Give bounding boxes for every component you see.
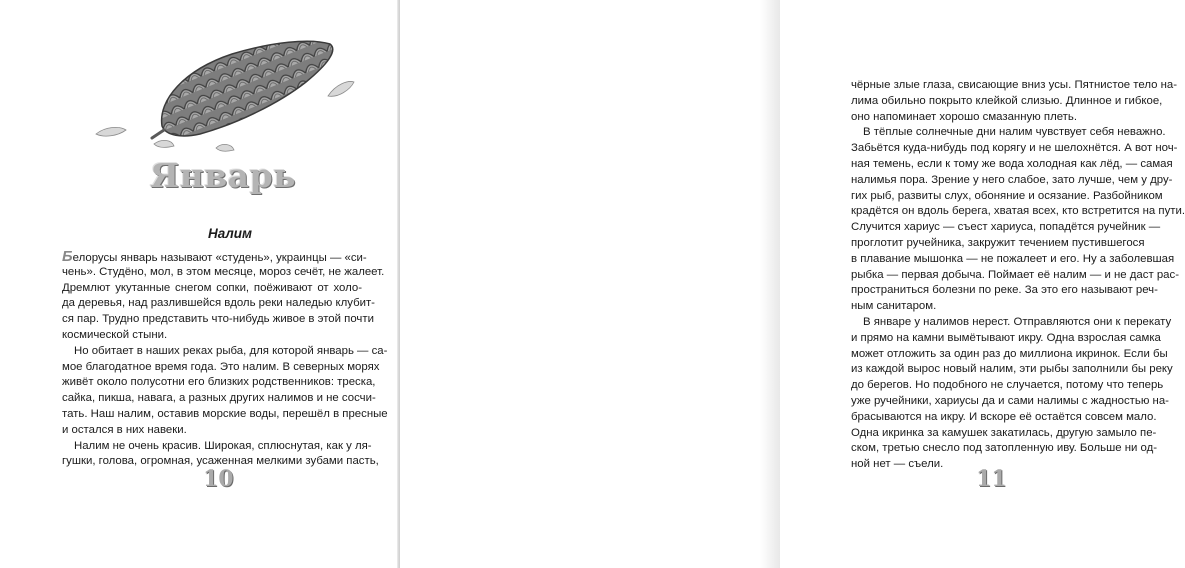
text-line-content: брасываются на икру. И вскоре её остаётся совсем мало. bbox=[851, 410, 1157, 423]
text-line-content: мое благодатное время года. Это налим. В северных морях bbox=[62, 360, 380, 373]
text-line-content: Забьётся куда-нибудь под корягу и не шелохнётся. А вот ноч- bbox=[851, 142, 1178, 155]
text-line-content: чёрные злые глаза, свисающие вниз усы. Пятнистое тело на- bbox=[851, 79, 1178, 91]
text-line bbox=[851, 362, 1173, 378]
text-line bbox=[851, 252, 1175, 268]
section-title: Налим bbox=[207, 226, 253, 241]
text-line-content: в плавание мышонка — не пожалеет и его. Ну а заболевшая bbox=[851, 252, 1175, 265]
text-line bbox=[851, 78, 1178, 94]
text-line bbox=[62, 407, 388, 423]
text-line bbox=[851, 315, 1172, 331]
page-number-right: 11 bbox=[976, 466, 1007, 492]
text-line-content: оно напоминает хорошо смазанную плеть. bbox=[851, 110, 1077, 123]
text-line bbox=[851, 157, 1173, 173]
text-line-content: ной нет — съели. bbox=[851, 458, 944, 471]
text-line-content: живёт около полусотни его близких родственников: треска, bbox=[62, 376, 376, 389]
text-line-content: до берегов. Но подобного не случается, потому что теперь bbox=[851, 379, 1164, 392]
text-line-content: проглотит ручейника, закружит течением пустившегося bbox=[851, 236, 1145, 249]
left-body-text bbox=[62, 248, 388, 470]
text-line-content: Одна икринка за камушек закатилась, другую замыло пе- bbox=[851, 426, 1157, 439]
text-line-content: елорусы январь называют «студень», украинцы — «си- bbox=[72, 252, 367, 264]
text-line bbox=[62, 391, 376, 407]
text-line-content: из каждой вырос новый налим, эти рыбы заполнили бы реку bbox=[851, 363, 1173, 376]
text-line-content: рыбка — первая добыча. Поймает её налим — и не даст рас- bbox=[851, 268, 1179, 281]
text-line bbox=[62, 375, 376, 391]
text-line bbox=[851, 141, 1178, 157]
text-line-content: В январе у налимов нерест. Отправляются они к перекату bbox=[863, 315, 1172, 328]
page-edge-shadow bbox=[760, 0, 780, 568]
text-line bbox=[62, 265, 385, 281]
text-line-content: Дремлют укутанные снегом сопки, поёживают от холо- bbox=[62, 281, 362, 294]
text-line bbox=[62, 328, 362, 344]
text-line bbox=[851, 410, 1157, 426]
text-line-content: В тёплые солнечные дни налим чувствует себя неважно. bbox=[863, 126, 1166, 139]
text-line-content: ся пар. Трудно представить что-нибудь живое в этой почти bbox=[62, 313, 374, 326]
text-line bbox=[851, 204, 1185, 220]
text-line bbox=[851, 110, 1133, 126]
text-line bbox=[851, 268, 1179, 284]
text-line-content: пространиться болезни по реке. За это его называют реч- bbox=[851, 284, 1158, 297]
text-line bbox=[851, 94, 1163, 110]
pine-cone-icon bbox=[152, 41, 333, 138]
left-page bbox=[0, 0, 398, 568]
text-line bbox=[62, 423, 362, 439]
text-line bbox=[62, 312, 374, 328]
text-line-content: сайка, пикша, навага, а разных других налимов и не сосчи- bbox=[62, 392, 376, 405]
text-line-content: гих рыб, развиты слух, обоняние и осязание. Разбойником bbox=[851, 189, 1163, 202]
text-line-content: ском, третью снесло под затопленную иву. Больше ни од- bbox=[851, 442, 1158, 455]
text-line-content: чень». Студёно, мол, в этом месяце, мороз сечёт, не жалеет. bbox=[62, 265, 385, 278]
text-line-content: Случится хариус — съест хариуса, попадётся ручейник — bbox=[851, 221, 1161, 234]
text-line-content: Налим не очень красив. Широкая, сплюснутая, как у ля- bbox=[74, 439, 372, 452]
text-line bbox=[62, 439, 372, 455]
text-line bbox=[851, 220, 1161, 236]
page-number-left: 10 bbox=[203, 466, 234, 492]
pine-cone-illustration bbox=[92, 30, 372, 170]
dropcap-letter: Б bbox=[62, 248, 73, 265]
text-line-content: налимья пора. Зрение у него слабое, зато лучше, чем у дру- bbox=[851, 173, 1173, 186]
text-line-content: и остался в них навеки. bbox=[62, 423, 187, 436]
text-line-content: крадётся он вдоль берега, хватая всех, кто встретится на пути. bbox=[851, 205, 1185, 218]
text-line bbox=[851, 299, 1133, 315]
text-line bbox=[851, 394, 1169, 410]
text-line-content: космической стыни. bbox=[62, 328, 168, 341]
text-line-content: тать. Наш налим, оставив морские воды, перешёл в пресные bbox=[62, 407, 388, 420]
text-line bbox=[62, 344, 388, 360]
text-line-content: лима обильно покрыто клейкой слизью. Длинное и гибкое, bbox=[851, 94, 1163, 107]
text-line bbox=[62, 281, 362, 297]
text-line bbox=[851, 236, 1145, 252]
text-line bbox=[851, 441, 1158, 457]
text-line-content: уже ручейники, хариусы да и сами налимы с жадностью на- bbox=[851, 394, 1169, 407]
text-line-content: может отложить за один раз до миллиона икринок. Если бы bbox=[851, 347, 1168, 360]
right-page bbox=[400, 0, 1185, 568]
text-line bbox=[851, 189, 1163, 205]
text-line bbox=[851, 283, 1158, 299]
text-line bbox=[62, 296, 375, 312]
text-line bbox=[62, 360, 380, 376]
text-line-content: и прямо на камни вымётывают икру. Одна взрослая самка bbox=[851, 331, 1161, 344]
text-line bbox=[851, 347, 1168, 363]
text-line-content: Но обитает в наших реках рыба, для которой январь — са- bbox=[74, 344, 388, 357]
text-line-content: ная темень, если к тому же вода холодная как лёд, — самая bbox=[851, 157, 1173, 170]
text-line-content: гушки, голова, огромная, усаженная мелкими зубами пасть, bbox=[62, 455, 379, 468]
chapter-title: Январь bbox=[150, 156, 297, 195]
text-line bbox=[851, 125, 1166, 141]
text-line-content: ным санитаром. bbox=[851, 300, 937, 313]
text-line bbox=[62, 248, 367, 265]
right-body-text bbox=[851, 78, 1185, 473]
text-line bbox=[851, 426, 1157, 442]
text-line bbox=[851, 378, 1164, 394]
text-line-content: да деревья, над разлившейся вдоль реки наледью клубит- bbox=[62, 297, 375, 310]
text-line bbox=[851, 173, 1173, 189]
text-line bbox=[851, 331, 1161, 347]
